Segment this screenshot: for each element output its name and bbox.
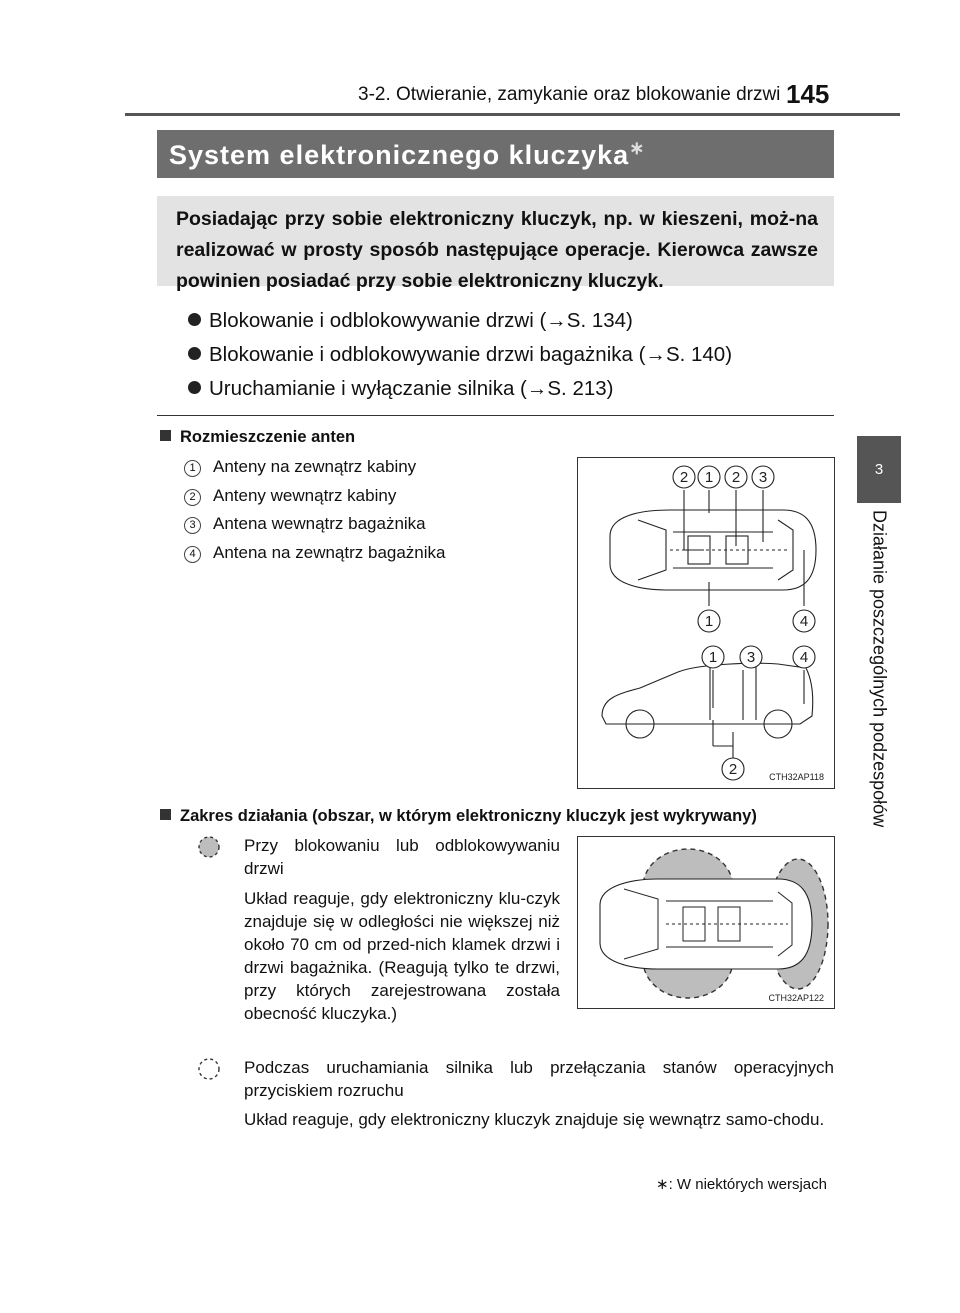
bullet-icon (188, 347, 201, 360)
antenna-label: Antena wewnątrz bagażnika (213, 514, 426, 533)
callout-label: 1 (704, 469, 714, 486)
callout-label: 2 (731, 469, 741, 486)
intro-box (157, 196, 834, 292)
chapter-title: Działanie poszczególnych podzespołów (869, 510, 890, 828)
square-bullet-icon (160, 809, 171, 820)
antenna-item (184, 514, 426, 534)
engine-range-title: Podczas uruchamiania silnika lub przełączania stanów operacyjnych przyciskiem rozruchu (244, 1058, 834, 1100)
antennas-heading-text: Rozmieszczenie anten (180, 428, 356, 446)
square-bullet-icon (160, 430, 171, 441)
operation-text: Blokowanie i odblokowywanie drzwi ( (209, 309, 547, 332)
page-reference-link[interactable]: S. 213) (547, 377, 614, 400)
antennas-heading (160, 428, 355, 447)
operation-item (188, 309, 633, 333)
antenna-diagram (578, 458, 834, 788)
range-figure (577, 836, 835, 1009)
range-heading (160, 807, 850, 826)
range-heading-text: Zakres działania (obszar, w którym elektroniczny kluczyk jest wykrywany) (180, 807, 757, 825)
antenna-label: Anteny na zewnątrz kabiny (213, 457, 417, 476)
operation-item (188, 343, 732, 367)
callout-label: 2 (679, 469, 689, 486)
page-title (169, 138, 645, 171)
callout-label: 3 (758, 469, 768, 486)
chapter-tab[interactable]: 3 (857, 436, 901, 503)
intro-text: Posiadając przy sobie elektroniczny kluczyk, np. w kieszeni, moż-na realizować w prosty sposób następujące operacje. Kierowca zawsze powinien posiadać przy sobie elektroniczny kluczyk. (176, 208, 818, 292)
callout-label: 4 (799, 649, 809, 666)
range-diagram (578, 837, 834, 1008)
section-header: 3-2. Otwieranie, zamykanie oraz blokowanie drzwi (358, 84, 781, 105)
page-reference-link[interactable]: S. 140) (665, 343, 733, 366)
chapter-title-vertical (857, 510, 901, 840)
arrow-icon: → (645, 343, 666, 366)
number-badge: 3 (184, 517, 201, 534)
title-text: System elektronicznego kluczyka (169, 140, 630, 170)
footnote (656, 1175, 827, 1193)
door-range-text: Układ reaguje, gdy elektroniczny klu-czyk znajduje się w odległości nie większej niż około 70 cm od przed-nich klamek drzwi i drzwi bagażnika. (Reagują tylko te drzwi, przy których zarejestrowana została obecność kluczyka.) (244, 889, 560, 1023)
car-side-view (602, 663, 813, 724)
number-badge: 2 (184, 489, 201, 506)
operation-item (188, 377, 613, 401)
arrow-icon: → (526, 377, 548, 400)
header-rule (125, 113, 900, 116)
bullet-icon (188, 313, 201, 326)
interior-range-icon (197, 1057, 221, 1081)
title-mark: ∗ (629, 138, 646, 158)
page-number: 145 (786, 79, 830, 109)
number-badge: 4 (184, 546, 201, 563)
antenna-label: Anteny wewnątrz kabiny (213, 486, 397, 505)
bullet-icon (188, 381, 201, 394)
page-reference-link[interactable]: S. 134) (566, 309, 633, 332)
antenna-item (184, 486, 396, 506)
antenna-figure (577, 457, 835, 789)
footnote-text: : W niektórych wersjach (668, 1176, 827, 1193)
antenna-item (184, 543, 446, 563)
callout-label: 1 (708, 649, 718, 666)
antenna-label: Antena na zewnątrz bagażnika (213, 543, 446, 562)
figure-code: CTH32AP122 (768, 993, 824, 1003)
number-badge: 1 (184, 460, 201, 477)
callout-label: 2 (728, 761, 738, 778)
figure-code: CTH32AP118 (769, 772, 824, 782)
operation-text: Blokowanie i odblokowywanie drzwi bagażnika ( (209, 343, 646, 366)
operation-text: Uruchamianie i wyłączanie silnika ( (209, 377, 527, 400)
callout-label: 4 (799, 613, 809, 630)
footnote-mark: ∗ (656, 1176, 669, 1193)
title-bar (157, 130, 834, 178)
section-divider (157, 415, 834, 416)
key-range-icon (197, 835, 221, 859)
callout-label: 1 (704, 613, 714, 630)
engine-range-text: Układ reaguje, gdy elektroniczny kluczyk znajduje się wewnątrz samo-chodu. (244, 1110, 825, 1129)
callout-label: 3 (746, 649, 756, 666)
arrow-icon: → (546, 309, 567, 332)
antenna-item (184, 457, 416, 477)
door-range-title (244, 834, 560, 880)
door-range-title-text: Przy blokowaniu lub odblokowywaniu drzwi (244, 836, 560, 878)
